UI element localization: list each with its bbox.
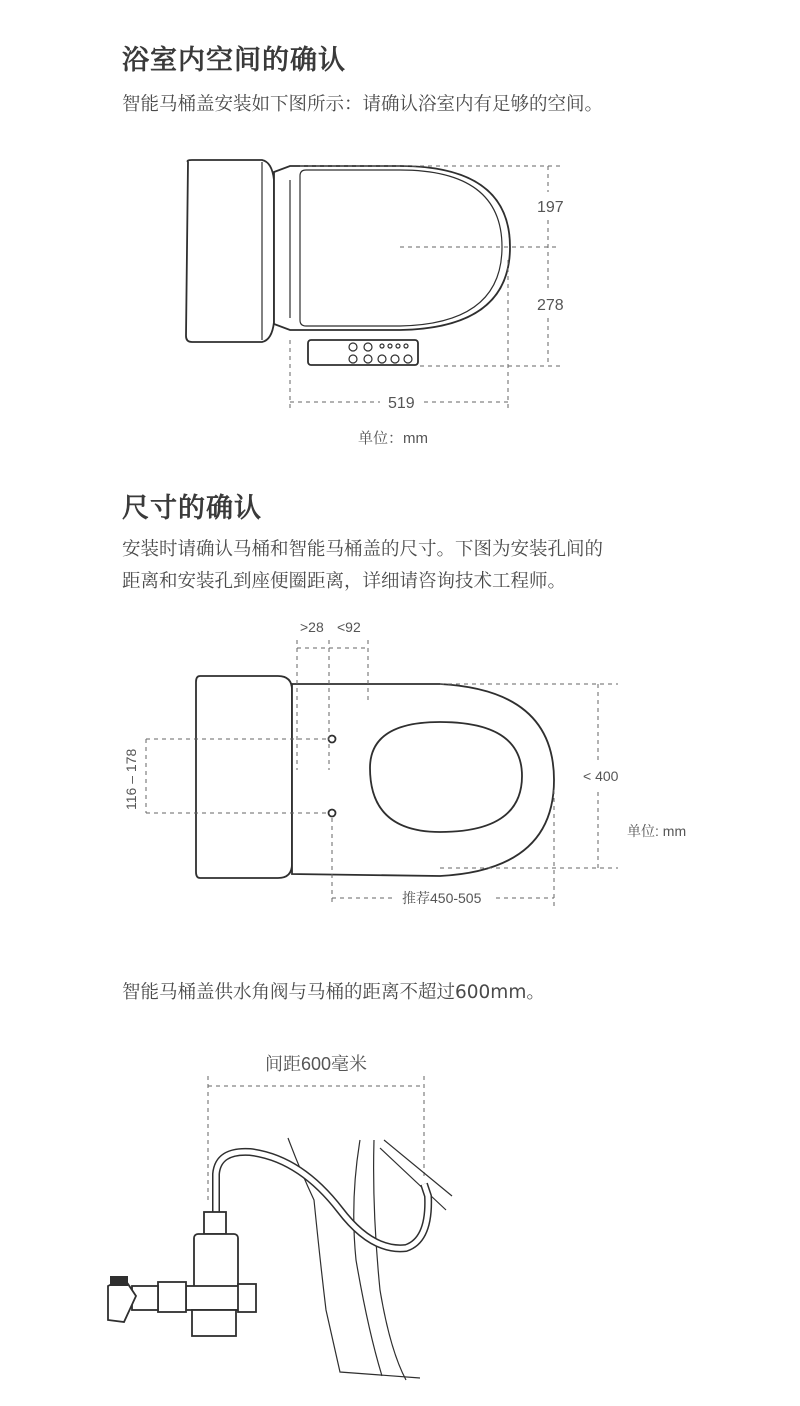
angle-valve [108, 1212, 256, 1336]
dim-width-label: 519 [388, 395, 415, 412]
tank-outline [186, 160, 274, 342]
water-hose [216, 1152, 428, 1249]
dim-bottom-label: 278 [537, 297, 564, 314]
section-title-bathroom-space: 浴室内空间的确认 [122, 45, 346, 76]
mounting-hole-bottom [329, 810, 336, 817]
width-max-label: < 400 [583, 768, 619, 784]
water-valve-note: 智能马桶盖供水角阀与马桶的距离不超过600mm。 [122, 982, 545, 1003]
recommended-label: 推荐450-505 [402, 890, 482, 906]
dim-top-label: 197 [537, 199, 564, 216]
section-desc-line-1: 安装时请确认马桶和智能马桶盖的尺寸。下图为安装孔间的 [122, 539, 604, 560]
unit-label-2: 单位: mm [627, 823, 687, 839]
gap-max-label: <92 [337, 619, 361, 635]
section-title-size-check: 尺寸的确认 [122, 493, 262, 524]
seat-opening [370, 722, 522, 832]
water-connection-diagram [0, 1040, 800, 1406]
unit-label: 单位：mm [358, 430, 428, 447]
lid-outline [274, 166, 510, 330]
toilet-mounting-diagram [0, 610, 800, 920]
section-desc-line-2: 距离和安装孔到座便圈距离，详细请咨询技术工程师。 [122, 571, 567, 592]
control-panel [308, 340, 418, 365]
distance-label: 间距600毫米 [265, 1054, 368, 1074]
hole-spacing-label: 116 – 178 [123, 748, 139, 810]
section-desc-bathroom-space: 智能马桶盖安装如下图所示：请确认浴室内有足够的空间。 [122, 94, 604, 115]
toilet-top-view-diagram [0, 150, 800, 450]
gap-min-label: >28 [300, 619, 324, 635]
tank-outline [196, 676, 292, 878]
mounting-hole-top [329, 736, 336, 743]
